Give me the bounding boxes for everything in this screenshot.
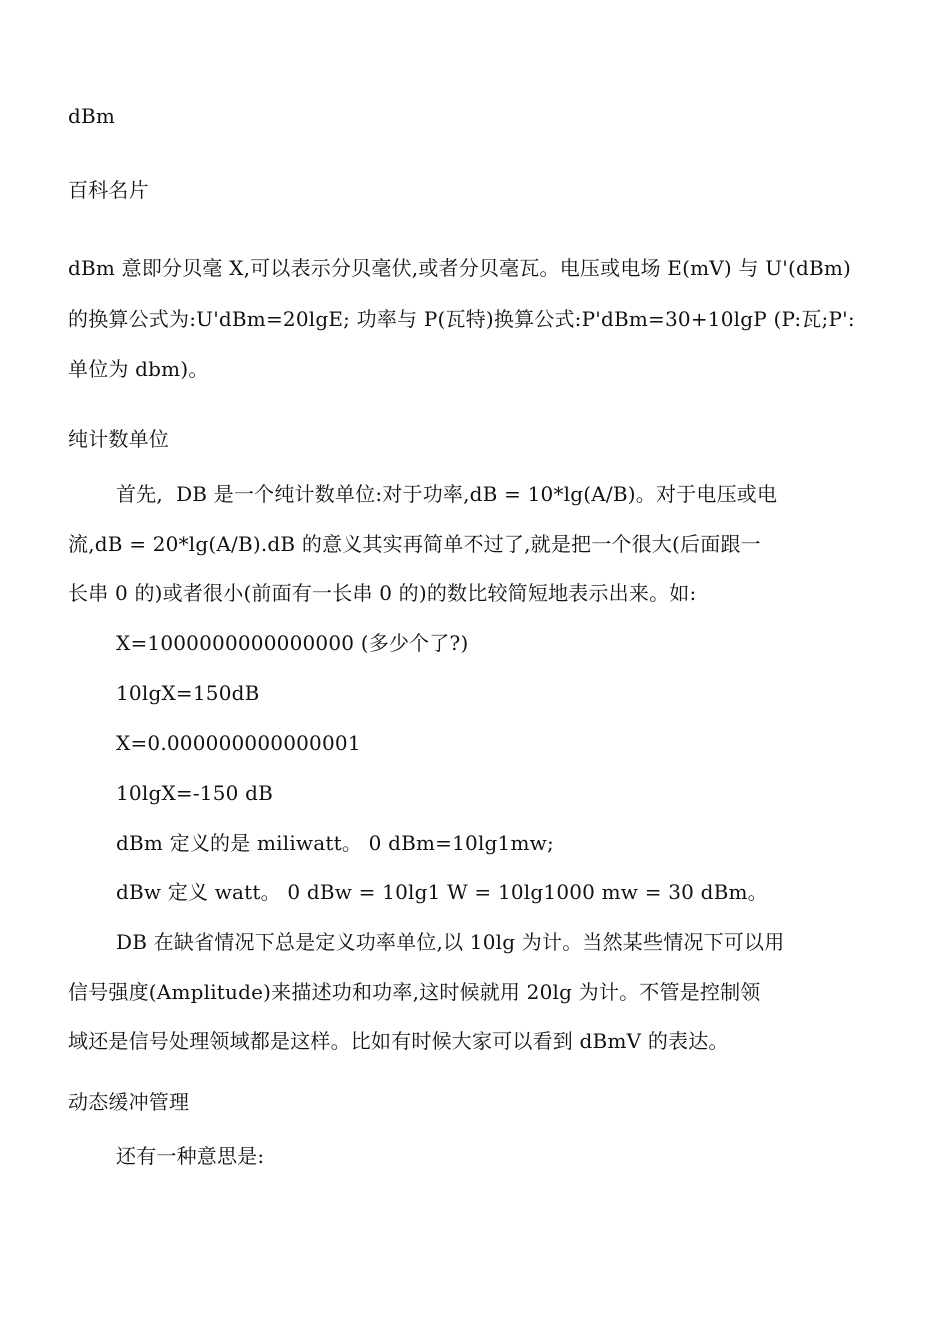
section-heading-pure-count-unit: 纯计数单位 [68,427,169,451]
intro-line-2: 的换算公式为:U'dBm=20lgE; 功率与 P(瓦特)换算公式:P'dBm=30+10lgP (P:瓦;P': [68,307,855,331]
example-line: dBw 定义 watt。 0 dBw = 10lg1 W = 10lg1000 mw = 30 dBm。 [116,880,768,904]
example-line: dBm 定义的是 miliwatt。 0 dBm=10lg1mw; [116,831,554,855]
example-line: 10lgX=150dB [116,681,260,705]
paragraph-line: 还有一种意思是: [116,1144,265,1168]
example-line: X=0.000000000000001 [116,731,361,755]
paragraph-line: 流,dB = 20*lg(A/B).dB 的意义其实再简单不过了,就是把一个很大(后面跟一 [68,532,761,556]
paragraph-line: 域还是信号处理领域都是这样。比如有时候大家可以看到 dBmV 的表达。 [68,1029,729,1053]
example-line: 10lgX=-150 dB [116,781,274,805]
example-line: X=1000000000000000 (多少个了?) [116,631,469,655]
paragraph-line: 首先, DB 是一个纯计数单位:对于功率,dB = 10*lg(A/B)。对于电压或电 [116,482,778,506]
paragraph-line: DB 在缺省情况下总是定义功率单位,以 10lg 为计。当然某些情况下可以用 [116,930,785,954]
document-title: dBm [68,104,116,128]
paragraph-line: 长串 0 的)或者很小(前面有一长串 0 的)的数比较简短地表示出来。如: [68,581,697,605]
section-heading-dynamic-buffer: 动态缓冲管理 [68,1090,190,1114]
document-subtitle: 百科名片 [68,178,149,202]
intro-line-1: dBm 意即分贝毫 X,可以表示分贝毫伏,或者分贝毫瓦。电压或电场 E(mV) 与 U'(dBm) [68,256,852,280]
intro-line-3: 单位为 dbm)。 [68,357,209,381]
paragraph-line: 信号强度(Amplitude)来描述功和功率,这时候就用 20lg 为计。不管是控制领 [68,980,761,1004]
